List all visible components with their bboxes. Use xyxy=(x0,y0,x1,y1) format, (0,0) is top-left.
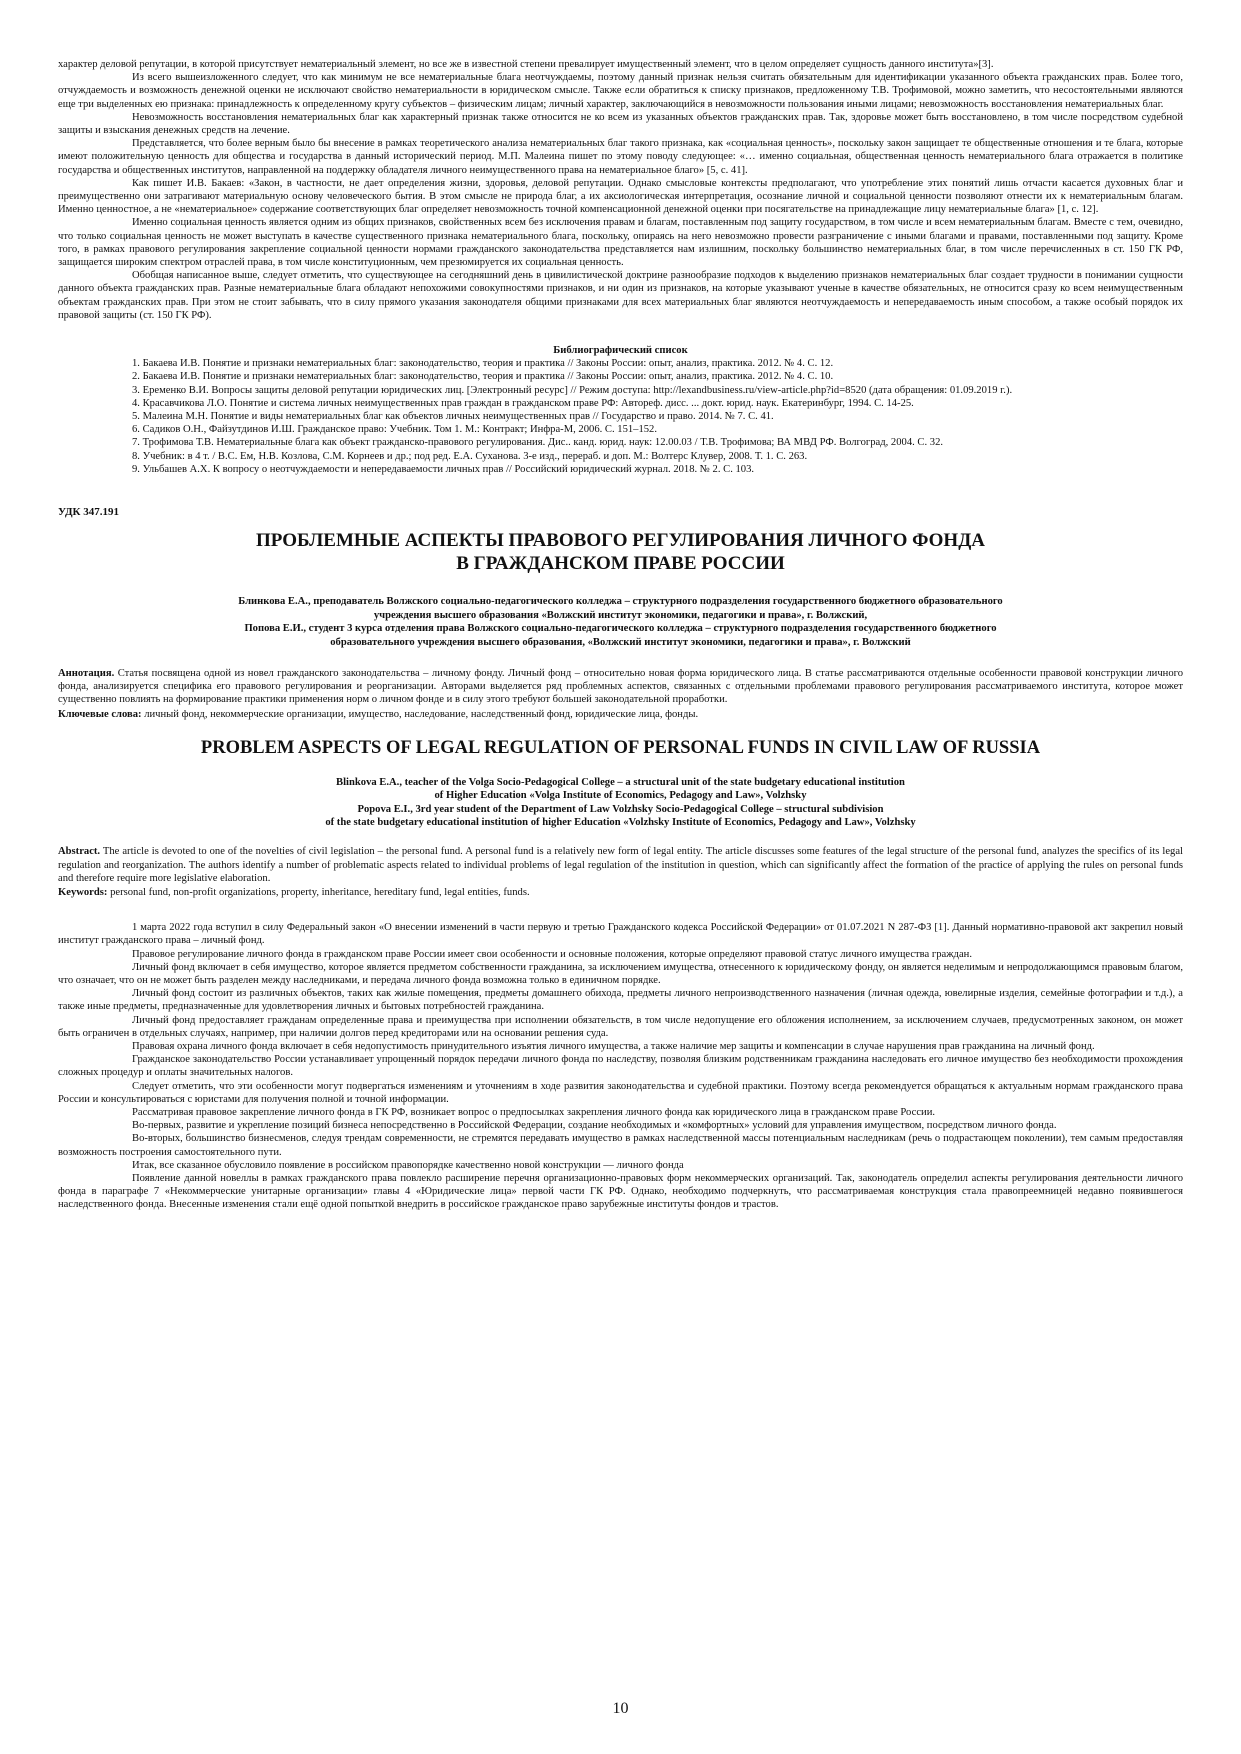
keywords-en xyxy=(58,886,1183,899)
paragraph: Личный фонд включает в себя имущество, которое является предметом собственности гражданина, за исключением имущества, отнесенного к юридическому фонду, он является неделимым и непродолжающимся правовым благом, что означает, что он не может быть разделен между наследниками, и передача личного фонда возможна только в единичном порядке. xyxy=(58,961,1183,986)
author-line: Блинкова Е.А., преподаватель Волжского социально-педагогического колледжа – структурного подразделения государственного бюджетного образовательного xyxy=(238,596,1003,608)
authors-en xyxy=(58,776,1183,830)
abstract-text: Статья посвящена одной из новел гражданского законодательства – личному фонду. Личный фонд – относительно новая форма юридического лица. В статье рассматриваются отдельные особенности правовой конструкции личного фонда, анализируется специфика его правового регулирования и реорганизации. Авторами выделяется ряд проблемных аспектов, связанных с отдельными проблемами правового регулирования рассматриваемого института, которое может существенно повлиять на формирование практики применения норм о личном фонде и в силу этого требуют большей законодательной проработки. xyxy=(58,667,1183,706)
author-line: Blinkova E.A., teacher of the Volga Socio-Pedagogical College – a structural unit of the state budgetary educational institution xyxy=(336,776,905,788)
bibliography-item: 8. Учебник: в 4 т. / В.С. Ем, Н.В. Козлова, С.М. Корнеев и др.; под ред. Е.А. Суханова. 3-е изд., перераб. и доп. М.: Волтерс Клувер, 2008. Т. 1. С. 263. xyxy=(132,450,808,462)
abstract-label: Abstract. xyxy=(58,846,101,858)
article-title-ru xyxy=(58,529,1183,575)
bibliography-item: 9. Ульбашев А.Х. К вопросу о неотчуждаемости и непередаваемости личных прав // Российский юридический журнал. 2018. № 2. С. 103. xyxy=(132,463,755,475)
bibliography-item: 5. Малеина М.Н. Понятие и виды нематериальных благ как объектов личных неимущественных прав // Государство и право. 2014. № 7. С. 41. xyxy=(132,411,774,423)
previous-article-tail xyxy=(58,58,1183,322)
paragraph: Представляется, что более верным было бы внесение в рамках теоретического анализа нематериальных благ такого признака, как «социальная ценность», поскольку закон защищает те общественные отношения и те блага, которые имеют положительную ценность для общества и государства в данный исторический период. М.П. Малеина пишет по этому поводу следующее: «… именно социальная, общественная ценность нематериального блага отражается в политике государства и общественных институтов, направленной на поддержку обладателя личного неимущественного права на нематериальное благо» [5, с. 41]. xyxy=(58,138,1183,176)
article-body xyxy=(58,921,1183,1211)
bibliography-title: Библиографический список xyxy=(553,345,688,357)
title-line: ПРОБЛЕМНЫЕ АСПЕКТЫ ПРАВОВОГО РЕГУЛИРОВАНИЯ ЛИЧНОГО ФОНДА xyxy=(255,530,985,552)
bibliography-item: 4. Красавчикова Л.О. Понятие и система личных неимущественных прав граждан в гражданском праве РФ: Автореф. дисс. ... докт. юрид. наук. Екатеринбург, 1994. С. 14-25. xyxy=(132,397,914,409)
bibliography-item: 1. Бакаева И.В. Понятие и признаки нематериальных благ: законодательство, теория и практика // Законы России: опыт, анализ, практика. 2012. № 4. С. 12. xyxy=(132,358,834,370)
paragraph: Следует отметить, что эти особенности могут подвергаться изменениям и уточнениям в ходе развития законодательства и судебной практики. Поэтому всегда рекомендуется обращаться к актуальным нормам гражданского права России и консультироваться с юристами для получения полной и точной информации. xyxy=(58,1080,1183,1105)
author-line: образовательного учреждения высшего образования, «Волжский институт экономики, педагогики и права», г. Волжский xyxy=(330,636,911,648)
keywords-text: personal fund, non-profit organizations, property, inheritance, hereditary fund, legal entities, funds. xyxy=(107,886,530,898)
page-content xyxy=(58,58,1183,1212)
title-line: В ГРАЖДАНСКОМ ПРАВЕ РОССИИ xyxy=(456,553,785,575)
paragraph: Как пишет И.В. Бакаев: «Закон, в частности, не дает определения жизни, здоровья, деловой репутации. Однако смысловые контексты предполагают, что употребление этих понятий лишь отчасти касается духовных благ и преимущественно они затрагивают материальную основу человеческого бытия. В этом смысле не природа благ, а их аксиологическая интерпретация, осознание личной и социальной ценности позволяют отнести их к нематериальным благам. Именно ценностное, а не «нематериальное» содержание соответствующих благ определяет невозможность точной компенсационной денежной оценки при посягательстве на принадлежащие лицу нематериальные блага» [1, с. 12]. xyxy=(58,177,1183,216)
author-line: of Higher Education «Volga Institute of Economics, Pedagogy and Law», Volzhsky xyxy=(434,790,807,802)
udk-code: УДК 347.191 xyxy=(58,506,120,519)
paragraph: Гражданское законодательство России устанавливает упрощенный порядок передачи личного фонда по наследству, позволяя близким родственникам гражданина наследовать его личное имущество без необходимости прохождения сложных процедур и оплаты значительных налогов. xyxy=(58,1054,1183,1079)
paragraph: Правовая охрана личного фонда включает в себя недопустимость принудительного изъятия личного имущества, а также наличие мер защиты и компенсации в случае нарушения прав гражданина на личный фонд. xyxy=(132,1041,1095,1052)
abstract-ru xyxy=(58,667,1183,707)
keywords-label: Ключевые слова: xyxy=(58,708,142,720)
author-line: of the state budgetary educational institution of higher Education «Volzhsky Institute of Economics, Pedagogy and Law», Volzhsky xyxy=(325,816,916,828)
paragraph: Именно социальная ценность является одним из общих признаков, свойственных всем без исключения правам и благам, поставленным под защиту государством, в том числе и всем нематериальным благам. Вместе с тем, очевидно, что только социальная ценность не может выступать в качестве существенного признака нематериального блага, поскольку, опираясь на него невозможно провести разграничение с иными благами и правами, поставленными под защиту. Кроме того, в рамках правового регулирования закрепление социальной ценности нормами гражданского законодательства представляется нам излишним, поскольку большинство нематериальных благ, в том числе перечисленных в ст. 150 ГК РФ, защищается широким спектром отраслей права, в том числе конституционным, чем презюмируется их социальная ценность. xyxy=(58,217,1183,269)
paragraph: Из всего вышеизложенного следует, что как минимум не все нематериальные блага неотчуждаемы, поэтому данный признак нельзя считать обязательным для идентификации указанного объекта гражданских прав. Более того, отчуждаемость и возможность денежной оценки не исключают свойство нематериальности в юридическом смысле. Также если обратиться к списку признаков, предложенному Т.В. Трофимовой, можно заметить, что несостоятельными являются еще три выделенных ею признака: принадлежность к определенному кругу субъектов – физическим лицам; личный характер, заключающийся в невозможности пользования иными лицами; невозможность восстановления нематериальных благ. xyxy=(58,72,1183,110)
author-line: учреждения высшего образования «Волжский институт экономики, педагогики и права», г. Волжский, xyxy=(373,609,868,621)
paragraph: Правовое регулирование личного фонда в гражданском праве России имеет свои особенности и основные положения, которые определяют правовой статус личного имущества граждан. xyxy=(132,948,972,960)
article-title-en: PROBLEM ASPECTS OF LEGAL REGULATION OF PERSONAL FUNDS IN CIVIL LAW OF RUSSIA xyxy=(200,737,1041,758)
bibliography-item: 7. Трофимова Т.В. Нематериальные блага как объект гражданско-правового регулирования. Дис.. канд. юрид. наук: 12.00.03 / Т.В. Трофимова; ВА МВД РФ. Волгоград, 2004. С. 32. xyxy=(132,437,944,449)
abstract-en xyxy=(58,845,1183,885)
paragraph: Личный фонд предоставляет гражданам определенные права и преимущества при исполнении обязательств, в том числе недопущение его обложения исполнением, за исключением случаев, предусмотренных законом, он может быть ограничен в отдельных случаях, например, при наличии долгов перед кредиторами или на основании решения суда. xyxy=(58,1014,1183,1039)
bibliography xyxy=(58,344,1183,476)
paragraph: Во-вторых, большинство бизнесменов, следуя трендам современности, не стремятся передавать имущество в рамках наследственной массы потенциальным наследникам (речь о подрастающем поколении), тем самым предоставляя возможность построения самостоятельного пути. xyxy=(58,1133,1183,1158)
abstract-label: Аннотация. xyxy=(58,667,115,679)
paragraph: Итак, все сказанное обусловило появление в российском правопорядке качественно новой конструкции — личного фонда xyxy=(132,1159,684,1171)
bibliography-item: 2. Бакаева И.В. Понятие и признаки нематериальных благ: законодательство, теория и практика // Законы России: опыт, анализ, практика. 2012. № 4. С. 10. xyxy=(132,371,834,383)
author-line: Попова Е.И., студент 3 курса отделения права Волжского социально-педагогического колледжа – структурного подразделения государственного бюджетного xyxy=(244,623,997,635)
bibliography-item: 6. Садиков О.Н., Файзутдинов И.Ш. Гражданское право: Учебник. Том 1. М.: Контракт; Инфра-М, 2006. С. 151–152. xyxy=(132,424,657,436)
paragraph: Во-первых, развитие и укрепление позиций бизнеса непосредственно в Российской Федерации, создание необходимых и «комфортных» условий для управления имуществом, посредством личного фонда. xyxy=(132,1120,1057,1132)
bibliography-item: 3. Еременко В.И. Вопросы защиты деловой репутации юридических лиц. [Электронный ресурс] // Режим доступа: http://lexandbusiness.ru/view-article.php?id=8520 (дата обращения: 01.09.2019 г.). xyxy=(132,384,1013,396)
abstract-text: The article is devoted to one of the novelties of civil legislation – the personal fund. A personal fund is a relatively new form of legal entity. The article discusses some features of the legal structure of the personal fund, analyzes the specifics of its legal regulation and reorganization. The authors identify a number of problematic aspects related to individual problems of legal regulation of the institution in question, which can significantly affect the formation of the practice of applying the rules on personal funds and therefore require more legislative elaboration. xyxy=(58,846,1183,884)
keywords-ru xyxy=(58,708,1183,721)
paragraph: 1 марта 2022 года вступил в силу Федеральный закон «О внесении изменений в части первую и третью Гражданского кодекса Российской Федерации» от 01.07.2021 N 287-ФЗ [1]. Данный нормативно-правовой акт закрепил новый институт гражданского права – личный фонд. xyxy=(58,922,1183,947)
paragraph: характер деловой репутации, в которой присутствует нематериальный элемент, но все же в известной степени превалирует имущественный элемент, что в целом определяет сущность данного института»[3]. xyxy=(58,59,994,70)
author-line: Popova E.I., 3rd year student of the Department of Law Volzhsky Socio-Pedagogical College – structural subdivision xyxy=(357,803,884,815)
paragraph: Невозможность восстановления нематериальных благ как характерный признак также относится не ко всем из указанных объектов гражданских прав. Так, здоровье может быть восстановлено, в том числе посредством судебной защиты и взыскания денежных средств на лечение. xyxy=(58,111,1183,137)
paragraph: Рассматривая правовое закрепление личного фонда в ГК РФ, возникает вопрос о предпосылках закрепления личного фонда как юридического лица в гражданском праве России. xyxy=(132,1107,936,1119)
authors-ru xyxy=(58,595,1183,649)
keywords-text: личный фонд, некоммерческие организации, имущество, наследование, наследственный фонд, юридические лица, фонды. xyxy=(141,708,699,720)
paragraph: Личный фонд состоит из различных объектов, таких как жилые помещения, предметы домашнего обихода, предметы личного непроизводственного назначения (личная одежда, ювелирные изделия, семейные фотографии и т.д.), а также иные предметы, предназначенные для удовлетворения личных и бытовых потребностей гражданина. xyxy=(58,988,1183,1013)
keywords-label: Keywords: xyxy=(58,886,108,898)
paragraph: Обобщая написанное выше, следует отметить, что существующее на сегодняшний день в цивилистической доктрине разнообразие подходов к выделению признаков нематериальных благ создает трудности в понимании сущности данного объекта гражданских прав. Разные нематериальные блага обладают непохожими совокупностями признаков, и ни один из признаков, на которые указывают ученые в качестве обязательных, не относится сразу ко всем неимущественным объектам гражданских прав. При этом не стоит забывать, что в силу прямого указания законодателя общими признаками для всех материальных благ являются неотчуждаемость и непередаваемость иным способом, а также особый порядок их правовой защиты (ст. 150 ГК РФ). xyxy=(58,270,1183,321)
paragraph: Появление данной новеллы в рамках гражданского права повлекло расширение перечня организационно-правовых форм некоммерческих организаций. Так, законодатель определил аспекты регулирования деятельности личного фонда в параграфе 7 «Некоммерческие унитарные организации» главы 4 «Юридические лица» первой части ГК РФ. Однако, необходимо подчеркнуть, что рассматриваемая конструкция стала правопреемницей недавно появившегося наследственного фонда. Внесенные изменения стали ещё одной попыткой внедрить в российское гражданское право зарубежные институты фондов и трастов. xyxy=(58,1173,1183,1211)
page-number: 10 xyxy=(612,1700,629,1717)
